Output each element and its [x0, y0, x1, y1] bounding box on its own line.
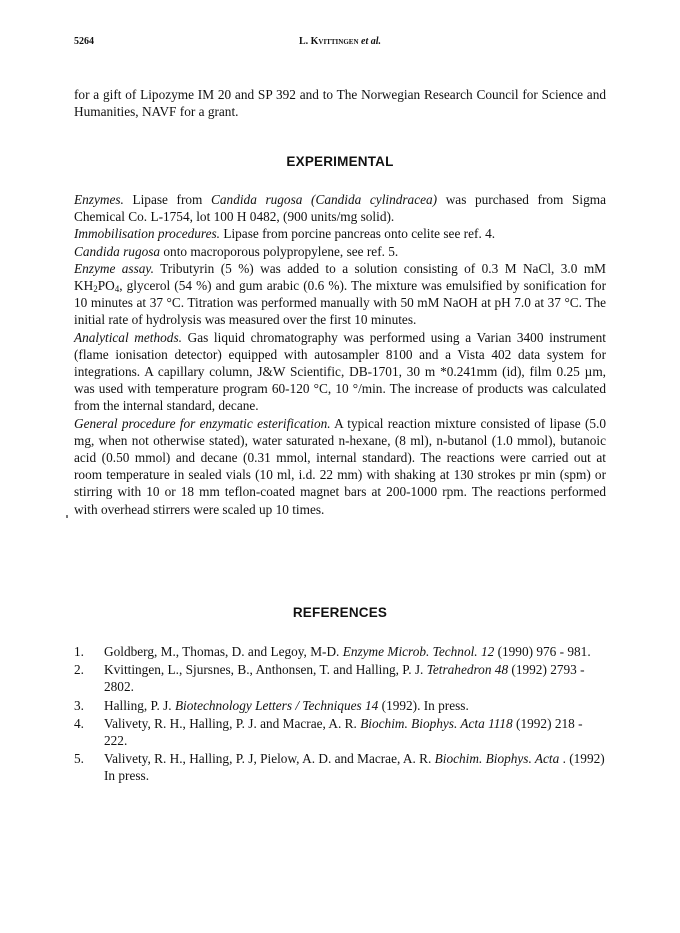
- running-header: [74, 36, 606, 52]
- reference-details: (1992). In press.: [378, 697, 469, 713]
- reference-item: [74, 750, 606, 784]
- reference-details: (1992) 2793 - 2802.: [104, 662, 585, 695]
- enzymes-heading: Enzymes.: [74, 192, 124, 207]
- reference-journal: Biochim. Biophys. Acta: [434, 751, 560, 767]
- reference-details: . (1992) In press.: [104, 751, 605, 784]
- references-list: [74, 643, 606, 786]
- reference-item: [74, 697, 606, 714]
- reference-authors: Valivety, R. H., Halling, P. J. and Macrae, A. R.: [104, 715, 361, 731]
- reference-authors: Valivety, R. H., Halling, P. J, Pielow, A. D. and Macrae, A. R.: [104, 751, 435, 767]
- reference-authors: Halling, P. J.: [104, 697, 175, 713]
- enzyme-assay-text-3: , glycerol (54 %) and gum arabic (0.6 %). The mixture was emulsified by sonification for 10 minutes at 37 °C. Titration was performed manually with 50 mM NaOH at pH 7.0 at 37 °C. The initial rate of hydrolysis was measured over the first 10 minutes.: [74, 278, 606, 328]
- enzyme-assay-paragraph: [74, 260, 606, 329]
- immobilisation-paragraph: [74, 225, 606, 259]
- running-author: L. Kvittingen: [298, 36, 359, 47]
- general-procedure-paragraph: [74, 415, 606, 518]
- reference-journal: Enzyme Microb. Technol. 12: [342, 644, 495, 659]
- experimental-heading: EXPERIMENTAL: [286, 154, 394, 169]
- enzymes-text: Lipase from: [123, 192, 212, 207]
- reference-number: 3.: [74, 697, 84, 713]
- reference-journal: Tetrahedron 48: [426, 662, 509, 678]
- reference-number: 4.: [74, 715, 84, 731]
- page-number: 5264: [74, 36, 94, 47]
- experimental-section: [74, 191, 606, 518]
- running-title: [74, 36, 606, 47]
- reference-authors: Goldberg, M., Thomas, D. and Legoy, M-D.: [104, 644, 343, 659]
- enzymes-paragraph: [74, 191, 606, 225]
- reference-item: [74, 715, 606, 749]
- reference-journal: Biochim. Biophys. Acta 1118: [360, 715, 513, 731]
- enzyme-assay-text: Tributyrin (5 %) was added to a solution consisting of 0.3 M NaCl, 3.0 mM KH: [74, 260, 606, 294]
- immobilisation-text: Lipase from porcine pancreas onto celite see ref. 4.: [220, 226, 496, 242]
- reference-number: 5.: [74, 751, 84, 767]
- margin-speck: [66, 515, 68, 518]
- enzymes-species: Candida rugosa (Candida cylindracea): [211, 192, 438, 207]
- reference-item: [74, 661, 606, 695]
- reference-journal: Biotechnology Letters / Techniques 14: [174, 697, 379, 713]
- enzymes-text-end: was purchased from Sigma Chemical Co. L-1754, lot 100 H 0482, (900 units/mg solid).: [74, 192, 606, 225]
- subscript-4: 4: [114, 284, 120, 295]
- analytical-text: Gas liquid chromatography was performed using a Varian 3400 instrument (flame ionisation detector) equipped with autosampler 8100 and a Vista 402 data system for integrations. A capillary column, J&W Scientific, DB-1701, 30 m *0.241mm (id), film 0.25 µm, was used with temperature program 60-120 °C, 10 °/min. The increase of products was calculated from the internal standard, decane.: [74, 329, 606, 414]
- general-procedure-heading: General procedure for enzymatic esterification.: [74, 415, 331, 431]
- acknowledgement-paragraph: for a gift of Lipozyme IM 20 and SP 392 and to The Norwegian Research Council for Science and Humanities, NAVF for a grant.: [74, 87, 606, 120]
- analytical-heading: Analytical methods.: [74, 329, 182, 345]
- enzyme-assay-text-2: PO: [97, 278, 115, 294]
- immobilisation-species: Candida rugosa: [74, 243, 161, 259]
- running-author-suffix: et al.: [361, 36, 381, 47]
- references-heading: REFERENCES: [292, 605, 388, 620]
- reference-details: (1992) 218 - 222.: [104, 715, 583, 749]
- reference-details: (1990) 976 - 981.: [494, 644, 591, 659]
- reference-authors: Kvittingen, L., Sjursnes, B., Anthonsen, T. and Halling, P. J.: [104, 662, 427, 678]
- enzyme-assay-heading: Enzyme assay.: [74, 260, 154, 276]
- reference-item: [74, 643, 606, 660]
- immobilisation-text-end: onto macroporous polypropylene, see ref. 5.: [160, 243, 399, 259]
- analytical-paragraph: [74, 329, 606, 415]
- reference-number: 2.: [74, 662, 84, 678]
- general-procedure-text: A typical reaction mixture consisted of lipase (5.0 mg, when not otherwise stated), water saturated n-hexane, (8 ml), n-butanol (1.0 mmol), butanoic acid (0.50 mmol) and decane (0.31 mmol, internal standard). The reactions were carried out at room temperature in sealed vials (10 ml, i.d. 22 mm) with shaking at 130 strokes pr min (spm) or stirring with 10 or 18 mm teflon-coated magnet bars at 200-1000 rpm. The reactions performed with overhead stirrers were scaled up 10 times.: [74, 415, 606, 517]
- immobilisation-heading: Immobilisation procedures.: [74, 226, 221, 242]
- subscript-2: 2: [93, 284, 98, 295]
- reference-number: 1.: [74, 644, 84, 659]
